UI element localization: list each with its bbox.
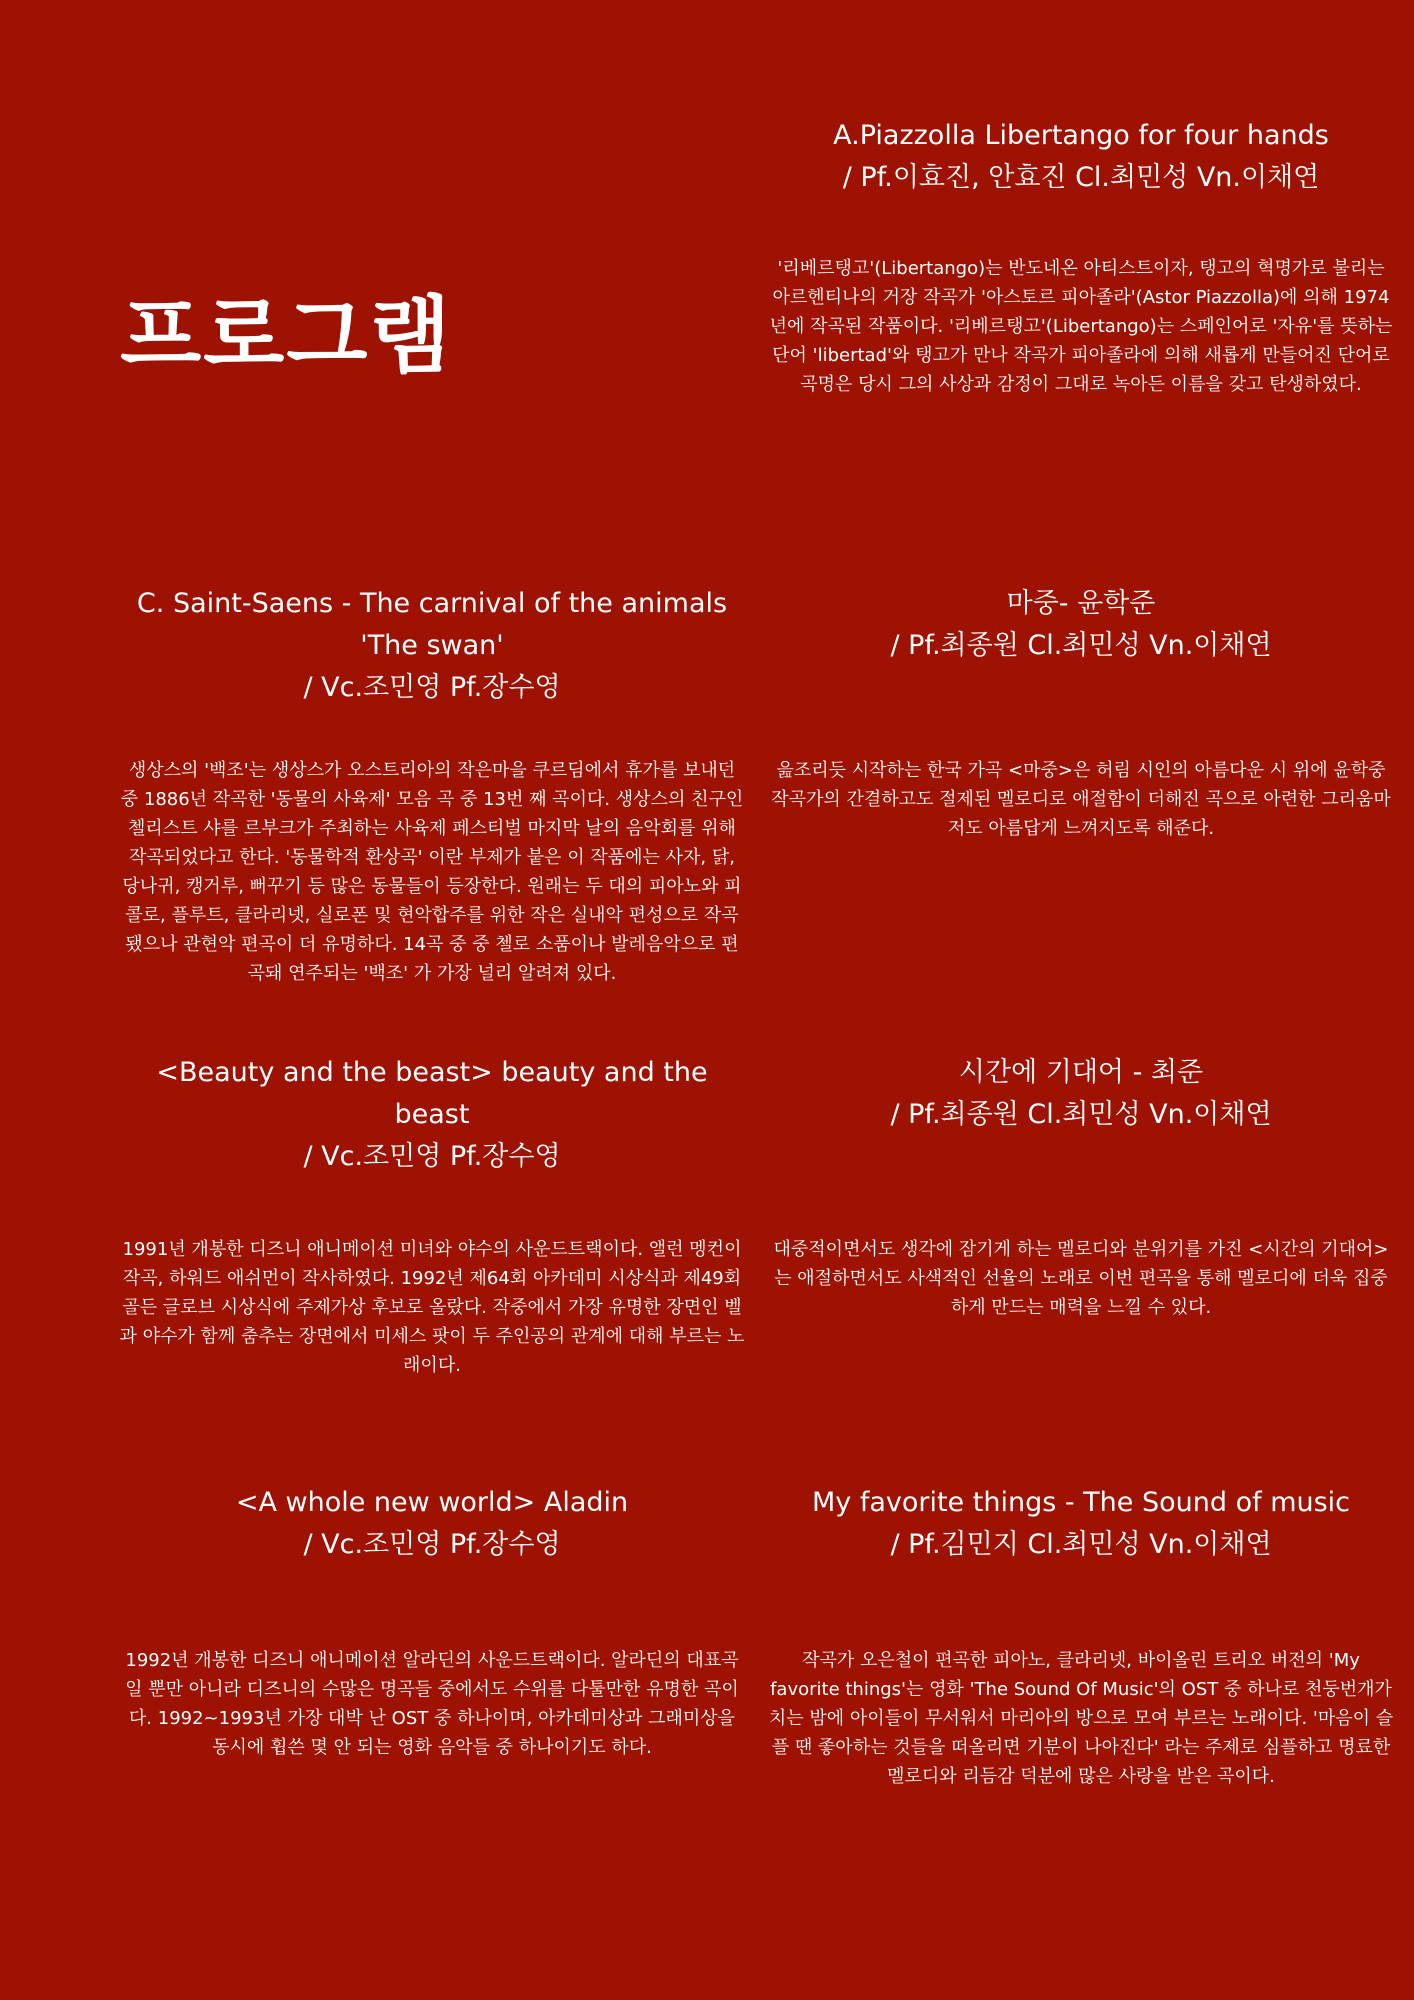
piece-description: 1991년 개봉한 디즈니 애니메이션 미녀와 야수의 사운드트랙이다. 앨런 멩컨이 작곡, 하워드 애쉬먼이 작사하였다. 1992년 제64회 아카데미 시상식과 제49회 골든 글로브 시상식에 주제가상 후보로 올랐다. 작중에서 가장 유명한 장면인 벨과 야수가 함께 춤추는 장면에서 미세스 팟이 두 주인공의 관계에 대해 부르는 노래이다. xyxy=(119,1239,745,1376)
piece-performers: / Pf.최종원 Cl.최민성 Vn.이채연 xyxy=(890,1099,1272,1130)
program-item-a-whole-new-world xyxy=(118,1482,746,1758)
piece-performers: / Pf.최종원 Cl.최민성 Vn.이채연 xyxy=(890,630,1272,661)
piece-description: 1992년 개봉한 디즈니 애니메이션 알라딘의 사운드트랙이다. 알라딘의 대표곡일 뿐만 아니라 디즈니의 수많은 명곡들 중에서도 수위를 다툴만한 유명한 곡이다. 1992~1993년 가장 대박 난 OST 중 하나이며, 아카데미상과 그래미상을 동시에 휩쓴 몇 안 되는 영화 음악들 중 하나이기도 하다. xyxy=(125,1650,739,1758)
program-item-majung xyxy=(768,583,1394,839)
piece-title: <A whole new world> Aladin xyxy=(235,1487,629,1518)
piece-title: My favorite things - The Sound of music xyxy=(811,1487,1351,1518)
program-item-leaning-on-time xyxy=(768,1052,1394,1318)
piece-title: A.Piazzolla Libertango for four hands xyxy=(833,120,1329,151)
piece-subtitle: 'The swan' xyxy=(360,630,504,661)
piece-description: 작곡가 오은철이 편곡한 피아노, 클라리넷, 바이올린 트리오 버전의 'My favorite things'는 영화 'The Sound Of Music'의 OST 중 하나로 천둥번개가 치는 밤에 아이들이 무서워서 마리아의 방으로 모여 부르는 노래이다. '마음이 슬플 땐 좋아하는 것들을 떠올리면 기분이 나아진다' 라는 주제로 심플하고 명료한 멜로디와 리듬감 덕분에 많은 사랑을 받은 곡이다. xyxy=(768,1650,1394,1787)
piece-description: 읊조리듯 시작하는 한국 가곡 <마중>은 허림 시인의 아름다운 시 위에 윤학중 작곡가의 간결하고도 절제된 멜로디로 애절함이 더해진 곡으로 아련한 그리움마저도 아름답게 느껴지도록 해준다. xyxy=(771,760,1391,839)
piece-title: <Beauty and the beast> beauty and the beast xyxy=(156,1057,708,1130)
piece-performers: / Vc.조민영 Pf.장수영 xyxy=(303,1529,561,1560)
piece-performers: / Vc.조민영 Pf.장수영 xyxy=(303,1141,561,1172)
piece-performers: / Pf.김민지 Cl.최민성 Vn.이채연 xyxy=(890,1529,1272,1560)
piece-performers: / Vc.조민영 Pf.장수영 xyxy=(303,672,561,703)
program-item-the-swan xyxy=(118,583,746,984)
piece-performers: / Pf.이효진, 안효진 Cl.최민성 Vn.이채연 xyxy=(842,162,1320,193)
program-item-libertango xyxy=(768,115,1394,395)
piece-title: 마중- 윤학준 xyxy=(1006,588,1156,619)
page-title: 프로그램 xyxy=(120,287,453,385)
piece-title: 시간에 기대어 - 최준 xyxy=(958,1057,1204,1088)
piece-description: 대중적이면서도 생각에 잠기게 하는 멜로디와 분위기를 가진 <시간의 기대어>는 애절하면서도 사색적인 선율의 노래로 이번 편곡을 통해 멜로디에 더욱 집중하게 만드는 매력을 느낄 수 있다. xyxy=(773,1239,1389,1318)
program-item-my-favorite-things xyxy=(768,1482,1394,1787)
piece-description: 생상스의 '백조'는 생상스가 오스트리아의 작은마을 쿠르딤에서 휴가를 보내던 중 1886년 작곡한 '동물의 사육제' 모음 곡 중 13번 째 곡이다. 생상스의 친구인 첼리스트 샤를 르부크가 주최하는 사육제 페스티벌 마지막 날의 음악회를 위해 작곡되었다고 한다. '동물학적 환상곡' 이란 부제가 붙은 이 작품에는 사자, 닭, 당나귀, 캥거루, 뻐꾸기 등 많은 동물들이 등장한다. 원래는 두 대의 피아노와 피콜로, 플루트, 클라리넷, 실로폰 및 현악합주를 위한 작은 실내악 편성으로 작곡됐으나 관현악 편곡이 더 유명하다. 14곡 중 중 첼로 소품이나 발레음악으로 편곡돼 연주되는 '백조' 가 가장 널리 알려져 있다. xyxy=(120,760,744,984)
piece-title: C. Saint-Saens - The carnival of the animals xyxy=(136,588,728,619)
program-item-beauty-and-the-beast xyxy=(118,1052,746,1376)
piece-description: '리베르탱고'(Libertango)는 반도네온 아티스트이자, 탱고의 혁명가로 불리는 아르헨티나의 거장 작곡가 '아스토르 피아졸라'(Astor Piazzolla)에 의해 1974년에 작곡된 작품이다. '리베르탱고'(Libertango)는 스페인어로 '자유'를 뜻하는 단어 'libertad'와 탱고가 만나 작곡가 피아졸라에 의해 새롭게 만들어진 단어로 곡명은 당시 그의 사상과 감정이 그대로 녹아든 이름을 갖고 탄생하였다. xyxy=(769,258,1393,395)
